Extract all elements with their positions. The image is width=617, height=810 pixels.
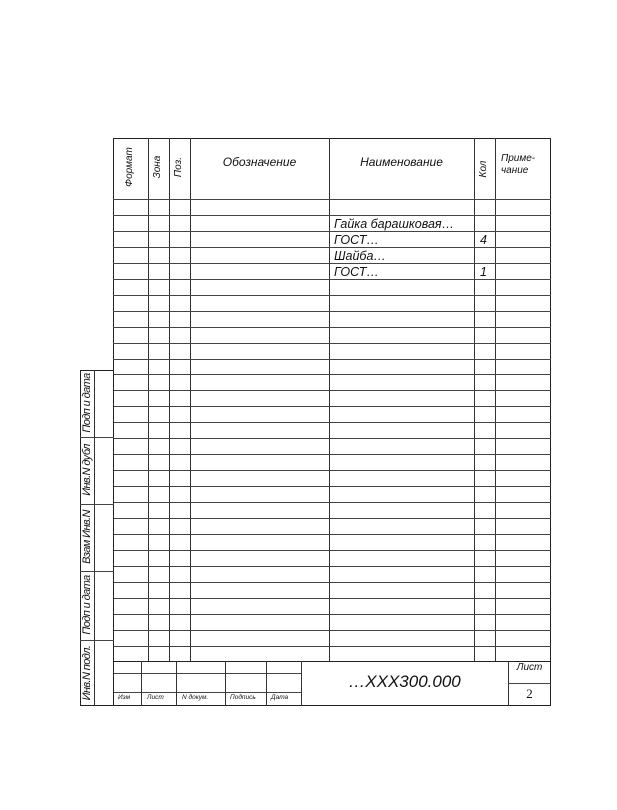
table-row-line (113, 438, 551, 439)
table-row-line (113, 247, 551, 248)
row-name-3: Шайба… (334, 249, 386, 263)
tb-header-list: Лист (147, 694, 164, 701)
table-row-line (113, 231, 551, 232)
header-designation: Обозначение (222, 155, 297, 169)
row-name-2: ГОСТ… (334, 233, 379, 247)
table-row-line (113, 534, 551, 535)
side-label-inv-podl: Инв.N подл. (81, 645, 93, 701)
table-row-line (113, 215, 551, 216)
side-label-sign-date-2: Подп и дата (81, 575, 93, 635)
table-row-line (113, 598, 551, 599)
table-row-line (113, 614, 551, 615)
header-note-line2: чание (501, 165, 529, 176)
table-row-line (113, 279, 551, 280)
header-pos: Поз. (173, 156, 184, 178)
table-row-line (113, 199, 551, 200)
table-row-line (113, 359, 551, 360)
header-note-line1: Приме- (501, 153, 536, 164)
header-format: Формат (124, 147, 135, 187)
title-block-col4 (266, 661, 267, 706)
sheet-label: Лист (516, 662, 543, 673)
tb-header-sign: Подпись (230, 694, 256, 701)
sheet-cell-divider (508, 683, 551, 684)
title-block-col3 (225, 661, 226, 706)
sheet-number: 2 (526, 686, 533, 701)
header-name: Наименование (360, 155, 443, 169)
table-row-line (113, 454, 551, 455)
row-name-1: Гайка барашковая… (334, 217, 455, 231)
table-row-line (113, 630, 551, 631)
table-row-line (113, 343, 551, 344)
title-block-col2 (176, 661, 177, 706)
row-qty-2: 4 (480, 233, 487, 247)
tb-header-ndoc: N докум. (182, 694, 209, 701)
table-row-line (113, 518, 551, 519)
table-row-line (113, 646, 551, 647)
side-label-vzam-inv: Взам Инв.N (81, 510, 93, 564)
table-row-line (113, 374, 551, 375)
table-row-line (113, 550, 551, 551)
document-number: …XXX300.000 (348, 672, 461, 691)
title-block-top (113, 661, 551, 662)
table-row-line (113, 422, 551, 423)
table-row-line (113, 470, 551, 471)
table-row-line (113, 390, 551, 391)
title-block-col1 (141, 661, 142, 706)
table-row-line (113, 502, 551, 503)
table-row-line (113, 311, 551, 312)
table-row-line (113, 263, 551, 264)
table-row-line (113, 327, 551, 328)
row-qty-4: 1 (480, 265, 487, 279)
header-zone: Зона (152, 155, 163, 179)
table-row-line (113, 582, 551, 583)
side-label-inv-dubl: Инв.N дубл (81, 444, 93, 496)
tb-header-date: Дата (271, 694, 289, 701)
tb-header-izm: Изм (118, 694, 131, 701)
header-qty: Кол (478, 160, 489, 178)
table-row-line (113, 295, 551, 296)
side-label-sign-date-1: Подп и дата (81, 373, 93, 433)
row-name-4: ГОСТ… (334, 265, 379, 279)
table-row-line (113, 566, 551, 567)
table-row-line (113, 486, 551, 487)
table-row-line (113, 406, 551, 407)
header-note (501, 153, 535, 177)
